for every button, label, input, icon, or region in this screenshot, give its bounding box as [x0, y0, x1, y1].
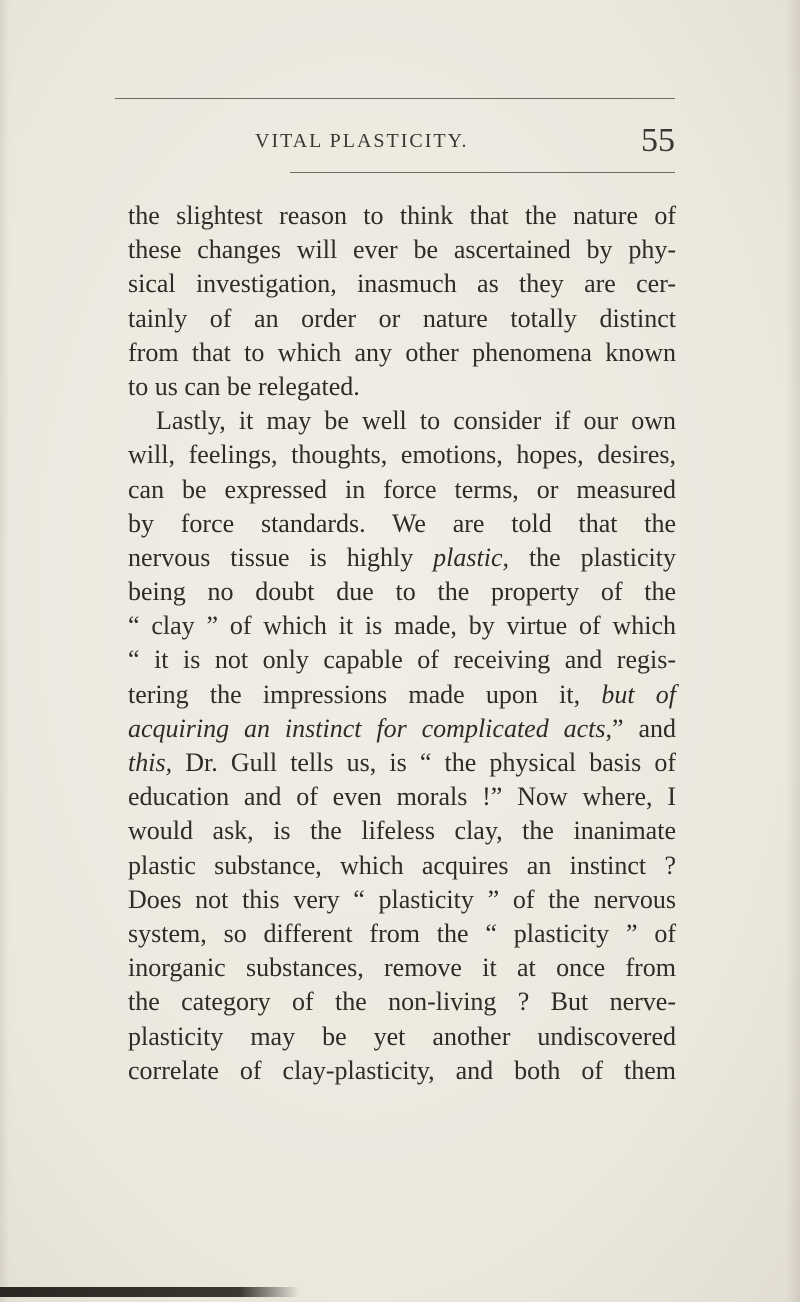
text-segment: correlate of clay-plasticity, and both of them	[128, 1055, 676, 1085]
text-line	[128, 507, 676, 541]
page-edge-shadow-left	[0, 0, 10, 1302]
text-line	[128, 780, 676, 814]
text-segment: from that to which any other phenomena known	[128, 337, 676, 367]
text-line	[128, 438, 676, 472]
text-line	[128, 199, 676, 233]
text-segment: the plasticity	[509, 542, 676, 572]
text-segment: the slightest reason to think that the nature of	[128, 201, 676, 230]
text-segment: Does not this very “ plasticity ” of the nervous	[128, 884, 676, 914]
text-line	[128, 267, 676, 301]
text-segment: education and of even morals !” Now where, I	[128, 782, 676, 812]
text-segment: system, so different from the “ plasticity ” of	[128, 918, 676, 948]
page-edge-shadow-right	[786, 0, 800, 1302]
text-segment: the category of the non-living ? But nerve-	[128, 987, 676, 1017]
top-rule	[115, 98, 675, 99]
text-segment: plasticity may be yet another undiscovered	[128, 1021, 676, 1051]
italic-text: acquiring an instinct for complicated acts,	[128, 713, 612, 743]
text-segment: ” and	[612, 713, 676, 743]
text-line	[128, 917, 676, 951]
text-segment: tering the impressions made upon it,	[128, 679, 602, 709]
text-segment: being no doubt due to the property of the	[128, 577, 676, 607]
text-line	[128, 1020, 676, 1054]
text-segment: Dr. Gull tells us, is “ the physical basis of	[172, 748, 676, 777]
text-line	[128, 233, 676, 267]
page-number: 55	[641, 122, 675, 159]
text-line	[128, 985, 676, 1019]
italic-text: plastic,	[433, 542, 509, 572]
text-segment: inorganic substances, remove it at once from	[128, 953, 676, 983]
text-line	[128, 370, 676, 404]
text-segment: can be expressed in force terms, or measured	[128, 474, 676, 504]
text-segment: “ it is not only capable of receiving and regis-	[128, 645, 676, 675]
text-line	[128, 814, 676, 848]
text-line	[128, 336, 676, 370]
italic-text: this,	[128, 748, 173, 777]
text-line	[128, 575, 676, 609]
running-title: VITAL PLASTICITY.	[255, 130, 469, 152]
text-line	[128, 541, 676, 575]
text-segment: to us can be relegated.	[128, 371, 360, 401]
page-bottom-edge	[0, 1287, 300, 1297]
header-rule	[290, 172, 675, 173]
text-segment: Lastly, it may be well to consider if our own	[156, 406, 676, 436]
text-line	[128, 302, 676, 336]
text-segment: nervous tissue is highly	[128, 542, 434, 572]
text-line	[128, 849, 676, 883]
text-line	[128, 643, 676, 677]
text-segment: “ clay ” of which it is made, by virtue of which	[128, 611, 676, 641]
text-segment: plastic substance, which acquires an instinct ?	[128, 850, 676, 880]
body-text	[128, 199, 676, 1088]
text-line	[128, 473, 676, 507]
text-line	[128, 404, 676, 438]
text-line	[128, 609, 676, 643]
text-line	[128, 883, 676, 917]
text-segment: will, feelings, thoughts, emotions, hopes, desires,	[128, 440, 676, 470]
text-line	[128, 951, 676, 985]
text-line	[128, 1054, 676, 1088]
text-segment: sical investigation, inasmuch as they are cer-	[128, 269, 676, 299]
text-line	[128, 678, 676, 712]
text-segment: tainly of an order or nature totally distinct	[128, 303, 676, 333]
text-line	[128, 712, 676, 746]
text-segment: would ask, is the lifeless clay, the inanimate	[128, 816, 676, 846]
text-segment: these changes will ever be ascertained by phy-	[128, 235, 676, 265]
italic-text: but of	[601, 679, 676, 709]
text-segment: by force standards. We are told that the	[128, 508, 676, 538]
text-line	[128, 746, 676, 780]
